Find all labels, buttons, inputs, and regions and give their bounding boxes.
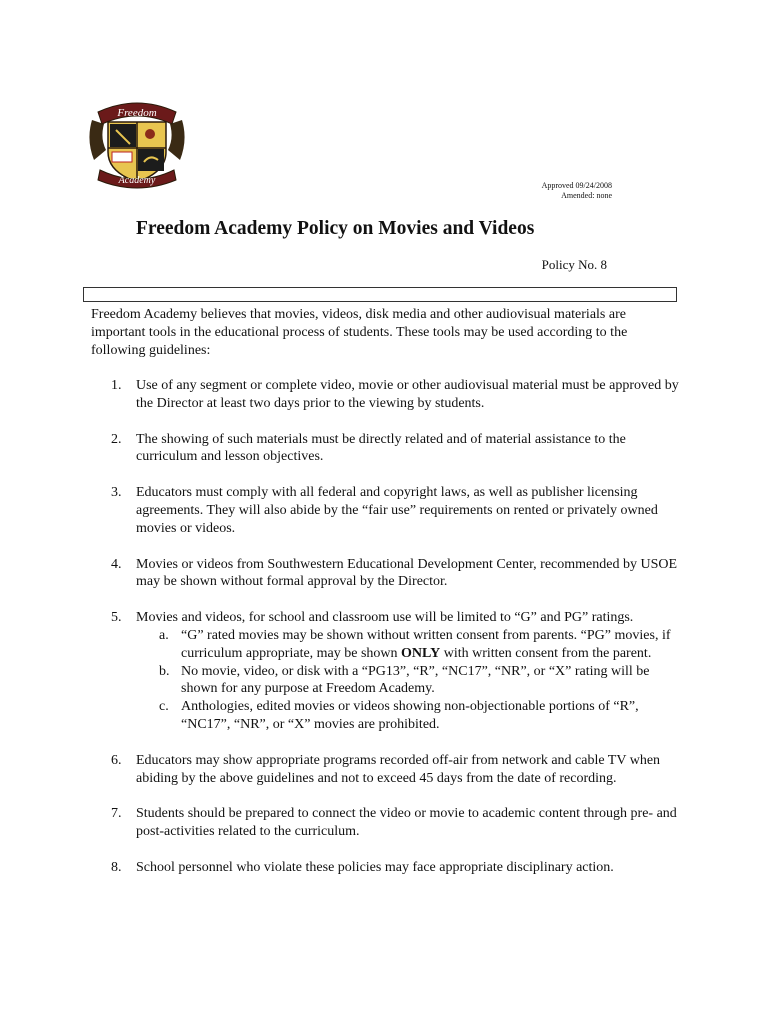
header-rule-box <box>83 287 677 302</box>
list-item <box>91 431 681 467</box>
approval-info <box>470 181 612 201</box>
sub-text: No movie, video, or disk with a “PG13”, “R”, “NC17”, “NR”, or “X” rating will be shown for any purpose at Freedom Academy. <box>181 663 650 697</box>
list-text: The showing of such materials must be directly related and of material assistance to the curriculum and lesson objectives. <box>136 431 626 465</box>
list-number: 8. <box>111 859 122 875</box>
sub-list-item <box>136 663 681 699</box>
svg-text:Freedom: Freedom <box>117 107 157 119</box>
list-item <box>91 484 681 537</box>
sub-list-item <box>136 698 681 734</box>
list-number: 5. <box>111 610 122 626</box>
freedom-academy-crest-logo <box>84 90 190 190</box>
policy-number: Policy No. 8 <box>541 257 607 272</box>
intro-paragraph: Freedom Academy believes that movies, videos, disk media and other audiovisual materials are important tools in the educational process of students. These tools may be used according to the following guidelines: <box>91 307 628 358</box>
approved-date: Approved 09/24/2008 <box>541 181 612 190</box>
list-text: Use of any segment or complete video, movie or other audiovisual material must be approved by the Director at least two days prior to the viewing by students. <box>136 378 679 411</box>
amended-note: Amended: none <box>561 191 612 200</box>
list-item <box>91 556 681 592</box>
list-text: Movies and videos, for school and classroom use will be limited to “G” and PG” ratings. <box>136 610 634 626</box>
sub-list <box>136 627 681 734</box>
list-item <box>91 609 681 734</box>
list-number: 1. <box>111 378 122 393</box>
sub-list-letter: a. <box>159 627 169 643</box>
sub-text-emphasis: ONLY <box>401 645 441 661</box>
sub-text-before: “G” rated movies may be shown without written consent from parents. “PG” movies, if curriculum appropriate, may be shown <box>181 627 671 661</box>
list-text: Students should be prepared to connect the video or movie to academic content through pre- and post-activities related to the curriculum. <box>136 806 677 840</box>
list-text: Educators may show appropriate programs recorded off-air from network and cable TV when abiding by the above guidelines and not to exceed 45 days from the date of recording. <box>136 752 661 786</box>
sub-text-after: with written consent from the parent. <box>440 645 652 661</box>
sub-text: Anthologies, edited movies or videos showing non-objectionable portions of “R”, “NC17”, “NR”, or “X” movies are prohibited. <box>181 699 639 732</box>
list-number: 4. <box>111 556 122 572</box>
list-item <box>91 805 681 841</box>
list-item <box>91 859 681 877</box>
list-item <box>91 377 681 413</box>
list-number: 3. <box>111 485 122 501</box>
guidelines-list <box>91 377 681 895</box>
list-number: 2. <box>111 431 122 447</box>
list-text: Educators must comply with all federal and copyright laws, as well as publisher licensing agreements. They will also abide by the “fair use” requirements on rented or privately owned movies or videos. <box>136 485 658 536</box>
list-text: Movies or videos from Southwestern Educational Development Center, recommended by USOE may be shown without formal approval by the Director. <box>136 556 678 590</box>
list-number: 7. <box>111 806 122 822</box>
list-number: 6. <box>111 752 122 768</box>
sub-list-letter: b. <box>159 663 170 679</box>
list-text: School personnel who violate these policies may face appropriate disciplinary action. <box>136 859 614 875</box>
svg-text:Academy: Academy <box>118 175 156 186</box>
sub-list-item <box>136 627 681 663</box>
page-title: Freedom Academy Policy on Movies and Videos <box>136 218 535 239</box>
list-item <box>91 752 681 788</box>
sub-list-letter: c. <box>159 699 169 715</box>
